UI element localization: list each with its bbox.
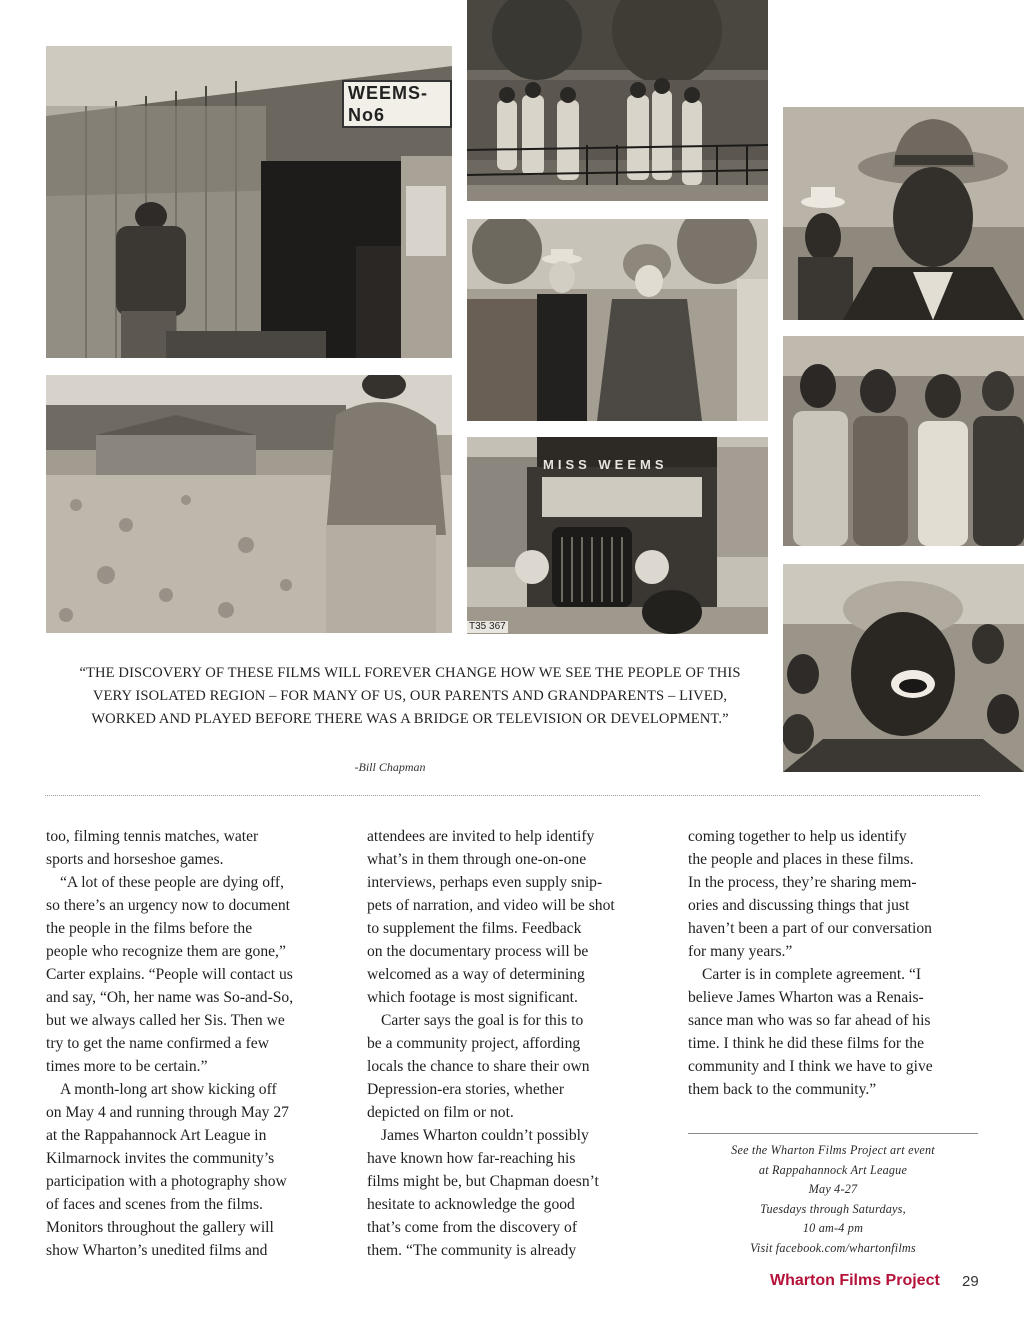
- text-line: that’s come from the discovery of: [367, 1219, 578, 1236]
- sidebar-line: Tuesdays through Saturdays,: [760, 1201, 906, 1216]
- sidebar-line: 10 am-4 pm: [802, 1221, 864, 1236]
- text-line: what’s in them through one-on-one: [367, 851, 587, 868]
- sidebar-line: May 4-27: [808, 1182, 858, 1197]
- footer-section-title: Wharton Films Project: [770, 1272, 940, 1289]
- photo-miss-weems-truck: [467, 437, 768, 634]
- text-line: films might be, but Chapman doesn’t: [367, 1173, 599, 1190]
- text-line: haven’t been a part of our conversation: [688, 920, 932, 937]
- photo-weems-barn: [46, 46, 452, 358]
- text-line: participation with a photography show: [46, 1173, 287, 1190]
- text-line: so there’s an urgency now to document: [46, 897, 290, 914]
- pull-quote-line: WORKED AND PLAYED BEFORE THERE WAS A BRIDGE OR TELEVISION OR DEVELOPMENT.”: [91, 711, 729, 727]
- license-plate: T35 367: [469, 621, 506, 632]
- text-line: Kilmarnock invites the community’s: [46, 1150, 275, 1167]
- text-line: them back to the community.”: [688, 1081, 877, 1098]
- sidebar-line: See the Wharton Films Project art event: [731, 1143, 935, 1157]
- sidebar-link[interactable]: Visit facebook.com/whartonfilms: [750, 1240, 916, 1255]
- photo-oyster-field: [46, 375, 452, 633]
- text-line: have known how far-reaching his: [367, 1150, 576, 1167]
- photo-man-in-hat: [783, 107, 1024, 320]
- article-column-1: [46, 825, 346, 1262]
- article-column-2: [367, 825, 667, 1262]
- photo-couple-walking: [467, 219, 768, 421]
- text-line: locals the chance to share their own: [367, 1058, 590, 1075]
- truck-banner: MISS WEEMS: [543, 457, 668, 472]
- text-line: people who recognize them are gone,”: [46, 943, 286, 960]
- photo-group-of-women: [783, 336, 1024, 546]
- text-line: too, filming tennis matches, water: [46, 828, 259, 845]
- text-line: on the documentary process will be: [367, 943, 589, 960]
- text-line: try to get the name confirmed a few: [46, 1035, 269, 1052]
- text-line: community and I think we have to give: [688, 1058, 933, 1075]
- text-line: and say, “Oh, her name was So-and-So,: [46, 989, 294, 1006]
- text-line: of faces and scenes from the films.: [46, 1196, 263, 1213]
- text-line: Carter explains. “People will contact us: [46, 966, 293, 983]
- text-line: “A lot of these people are dying off,: [60, 874, 285, 891]
- text-line: the people in the films before the: [46, 920, 253, 937]
- text-line: welcomed as a way of determining: [367, 966, 585, 983]
- text-line: Carter says the goal is for this to: [381, 1012, 584, 1029]
- photo-laughing-man: [783, 564, 1024, 772]
- pull-quote-line: “THE DISCOVERY OF THESE FILMS WILL FOREVER CHANGE HOW WE SEE THE PEOPLE OF THIS: [79, 665, 741, 681]
- text-line: show Wharton’s unedited films and: [46, 1242, 268, 1259]
- text-line: Depression-era stories, whether: [367, 1081, 565, 1098]
- text-line: In the process, they’re sharing mem-: [688, 874, 917, 891]
- text-line: James Wharton couldn’t possibly: [381, 1127, 589, 1144]
- event-sidebar: [688, 1141, 978, 1259]
- weems-sign: WEEMS-No6: [342, 80, 452, 128]
- text-line: times more to be certain.”: [46, 1058, 208, 1075]
- text-line: interviews, perhaps even supply snip-: [367, 874, 603, 891]
- text-line: be a community project, affording: [367, 1035, 581, 1052]
- sidebar-rule: [688, 1133, 978, 1134]
- text-line: Monitors throughout the gallery will: [46, 1219, 274, 1236]
- sidebar-line: at Rappahannock Art League: [758, 1162, 908, 1177]
- text-line: hesitate to acknowledge the good: [367, 1196, 575, 1213]
- text-line: attendees are invited to help identify: [367, 828, 595, 845]
- text-line: for many years.”: [688, 943, 793, 960]
- text-line: depicted on film or not.: [367, 1104, 514, 1121]
- text-line: ories and discussing things that just: [688, 897, 910, 914]
- text-line: the people and places in these films.: [688, 851, 914, 868]
- text-line: which footage is most significant.: [367, 989, 578, 1006]
- text-line: to supplement the films. Feedback: [367, 920, 582, 937]
- text-line: believe James Wharton was a Renais-: [688, 989, 924, 1006]
- text-line: but we always called her Sis. Then we: [46, 1012, 285, 1029]
- article-column-3: [688, 825, 988, 1101]
- text-line: at the Rappahannock Art League in: [46, 1127, 267, 1144]
- quote-attribution: -Bill Chapman: [354, 760, 426, 774]
- pull-quote: [40, 662, 780, 731]
- dotted-divider: [45, 795, 980, 796]
- text-line: Carter is in complete agreement. “I: [702, 966, 922, 983]
- text-line: A month-long art show kicking off: [60, 1081, 277, 1098]
- text-line: on May 4 and running through May 27: [46, 1104, 289, 1121]
- photo-people-by-fence: [467, 0, 768, 201]
- text-line: sance man who was so far ahead of his: [688, 1012, 931, 1029]
- text-line: time. I think he did these films for the: [688, 1035, 925, 1052]
- text-line: sports and horseshoe games.: [46, 851, 224, 868]
- page-number: 29: [962, 1273, 979, 1290]
- text-line: coming together to help us identify: [688, 828, 907, 845]
- pull-quote-line: VERY ISOLATED REGION – FOR MANY OF US, OUR PARENTS AND GRANDPARENTS – LIVED,: [92, 688, 728, 704]
- text-line: them. “The community is already: [367, 1242, 577, 1259]
- text-line: pets of narration, and video will be shot: [367, 897, 615, 914]
